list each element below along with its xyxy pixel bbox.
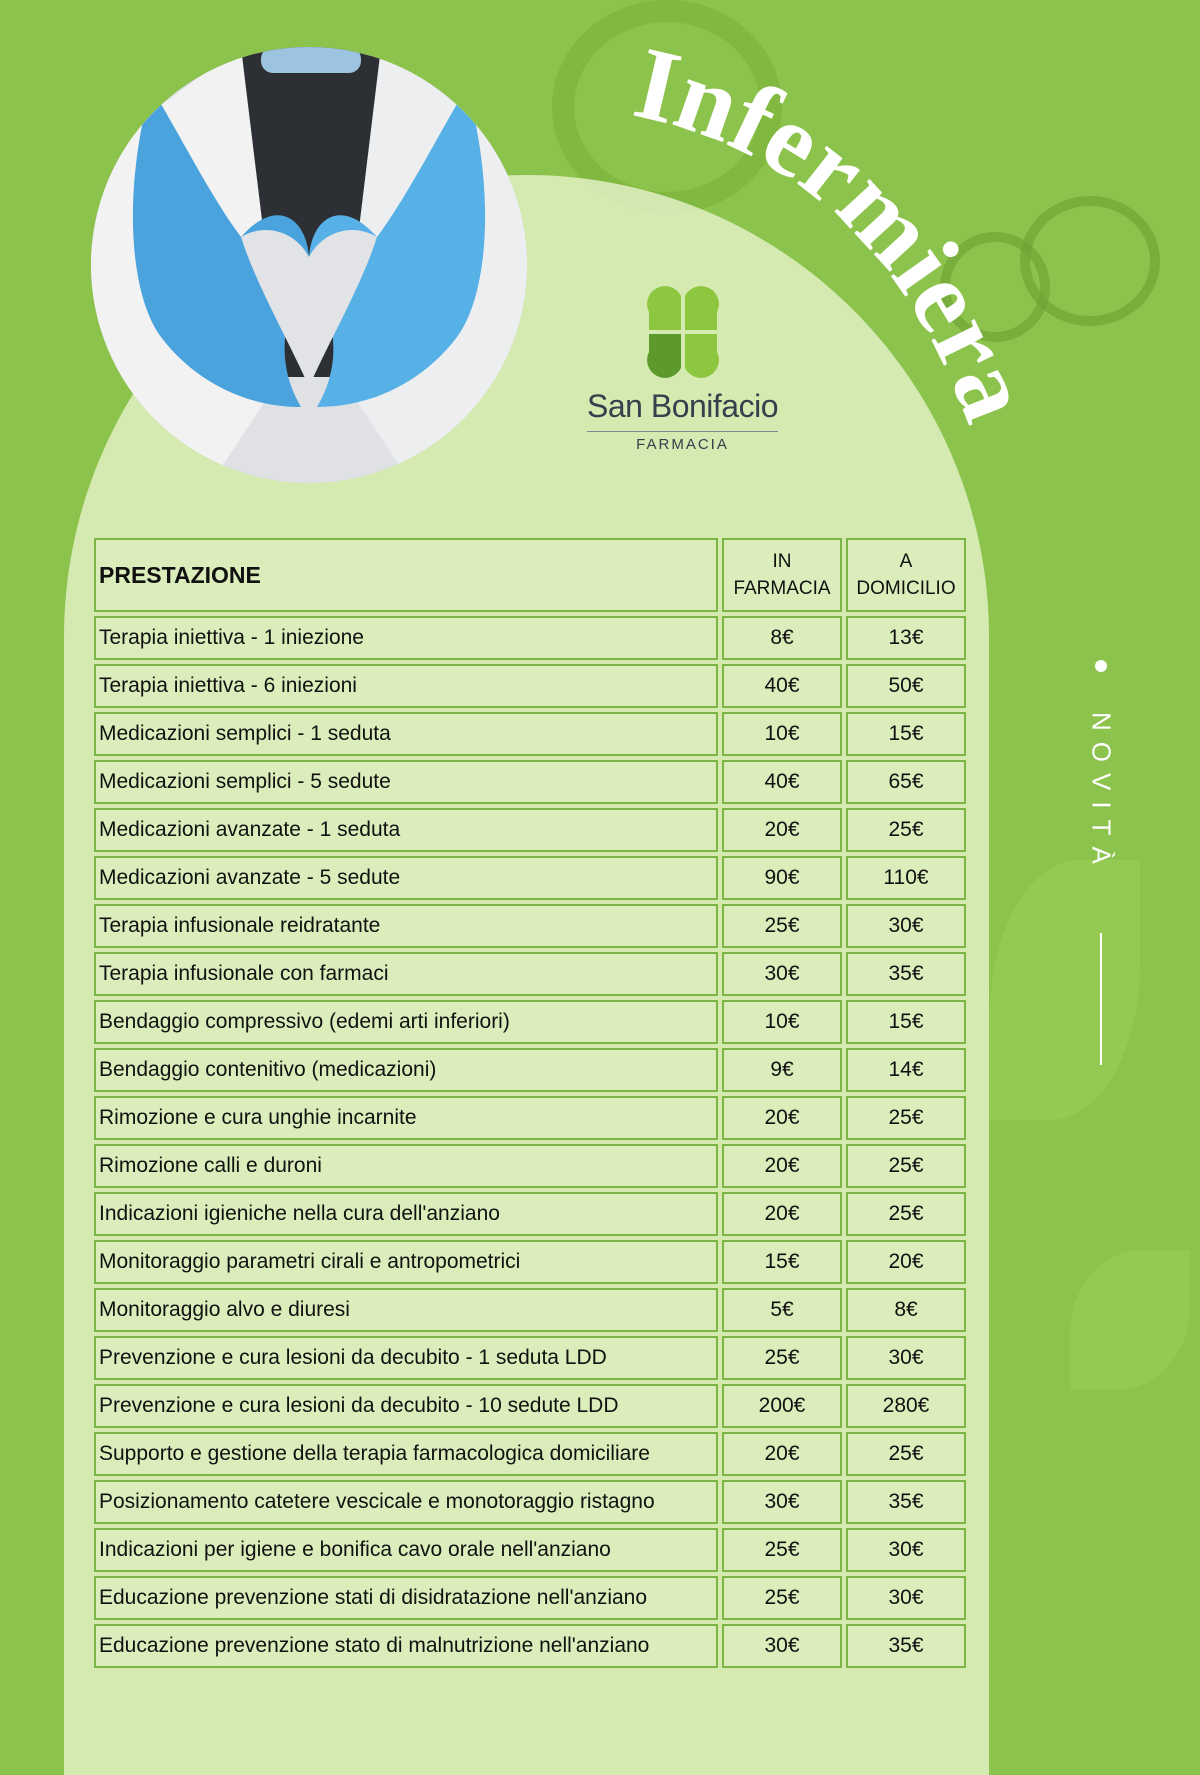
pharmacy-price-cell: 30€ [722, 1480, 842, 1524]
title-text: Infermiera [624, 25, 1056, 436]
table-row [94, 1144, 966, 1188]
header-service: PRESTAZIONE [94, 538, 718, 612]
home-price-cell: 30€ [846, 1336, 966, 1380]
pharmacy-price-cell: 25€ [722, 1576, 842, 1620]
service-cell: Terapia iniettiva - 1 iniezione [94, 616, 718, 660]
service-cell: Monitoraggio parametri cirali e antropometrici [94, 1240, 718, 1284]
home-price-cell: 280€ [846, 1384, 966, 1428]
table-row [94, 1240, 966, 1284]
home-price-cell: 15€ [846, 712, 966, 756]
service-cell: Medicazioni avanzate - 5 sedute [94, 856, 718, 900]
table-row [94, 616, 966, 660]
table-row [94, 1624, 966, 1668]
service-cell: Bendaggio compressivo (edemi arti inferiori) [94, 1000, 718, 1044]
pharmacy-price-cell: 40€ [722, 760, 842, 804]
pharmacy-subtitle: FARMACIA [636, 436, 729, 453]
header-home [846, 538, 966, 612]
home-price-cell: 20€ [846, 1240, 966, 1284]
bullet-dot-icon [1095, 660, 1107, 672]
pharmacy-price-cell: 5€ [722, 1288, 842, 1332]
pharmacy-price-cell: 25€ [722, 904, 842, 948]
home-price-cell: 110€ [846, 856, 966, 900]
home-price-cell: 30€ [846, 1528, 966, 1572]
pharmacy-price-cell: 25€ [722, 1336, 842, 1380]
service-cell: Medicazioni semplici - 5 sedute [94, 760, 718, 804]
table-header-row [94, 538, 966, 612]
pharmacy-name: San Bonifacio [587, 388, 778, 432]
four-leaf-clover-icon [633, 282, 733, 382]
table-row [94, 1192, 966, 1236]
pharmacy-price-cell: 20€ [722, 1144, 842, 1188]
home-price-cell: 8€ [846, 1288, 966, 1332]
side-label-text: NOVITÀ [1086, 712, 1117, 875]
side-divider-line [1100, 933, 1102, 1065]
pharmacy-price-cell: 15€ [722, 1240, 842, 1284]
table-row [94, 1096, 966, 1140]
home-price-cell: 50€ [846, 664, 966, 708]
home-price-cell: 25€ [846, 808, 966, 852]
service-cell: Medicazioni avanzate - 1 seduta [94, 808, 718, 852]
service-cell: Indicazioni igieniche nella cura dell'anziano [94, 1192, 718, 1236]
header-pharmacy-line2: FARMACIA [733, 578, 831, 599]
service-cell: Posizionamento catetere vescicale e monotoraggio ristagno [94, 1480, 718, 1524]
home-price-cell: 25€ [846, 1192, 966, 1236]
side-novita-label [1086, 660, 1116, 1065]
pharmacy-price-cell: 20€ [722, 1192, 842, 1236]
service-cell: Terapia iniettiva - 6 iniezioni [94, 664, 718, 708]
table-row [94, 856, 966, 900]
pharmacy-price-cell: 20€ [722, 1096, 842, 1140]
home-price-cell: 14€ [846, 1048, 966, 1092]
service-cell: Terapia infusionale reidratante [94, 904, 718, 948]
table-row [94, 904, 966, 948]
header-pharmacy-line1: IN [772, 551, 792, 572]
home-price-cell: 65€ [846, 760, 966, 804]
home-price-cell: 13€ [846, 616, 966, 660]
table-row [94, 1384, 966, 1428]
pharmacy-price-cell: 30€ [722, 952, 842, 996]
service-cell: Prevenzione e cura lesioni da decubito - 10 sedute LDD [94, 1384, 718, 1428]
header-home-line1: A [899, 551, 913, 572]
heart-hands-icon [91, 47, 527, 483]
leaf-decoration [1070, 1250, 1190, 1390]
service-cell: Educazione prevenzione stati di disidratazione nell'anziano [94, 1576, 718, 1620]
table-row [94, 1480, 966, 1524]
table-row [94, 1528, 966, 1572]
pharmacy-price-cell: 20€ [722, 808, 842, 852]
pharmacy-price-cell: 40€ [722, 664, 842, 708]
pharmacy-price-cell: 25€ [722, 1528, 842, 1572]
home-price-cell: 25€ [846, 1432, 966, 1476]
table-row [94, 1048, 966, 1092]
service-cell: Supporto e gestione della terapia farmacologica domiciliare [94, 1432, 718, 1476]
service-cell: Bendaggio contenitivo (medicazioni) [94, 1048, 718, 1092]
pharmacy-price-cell: 10€ [722, 1000, 842, 1044]
table-row [94, 808, 966, 852]
table-row [94, 1288, 966, 1332]
pharmacy-logo [570, 282, 795, 453]
service-cell: Terapia infusionale con farmaci [94, 952, 718, 996]
nurse-heart-hands-photo [91, 47, 527, 483]
service-cell: Monitoraggio alvo e diuresi [94, 1288, 718, 1332]
home-price-cell: 35€ [846, 1480, 966, 1524]
pharmacy-price-cell: 9€ [722, 1048, 842, 1092]
service-cell: Prevenzione e cura lesioni da decubito - 1 seduta LDD [94, 1336, 718, 1380]
pharmacy-price-cell: 10€ [722, 712, 842, 756]
table-row [94, 1576, 966, 1620]
home-price-cell: 30€ [846, 1576, 966, 1620]
price-table [90, 534, 970, 1672]
home-price-cell: 25€ [846, 1096, 966, 1140]
header-pharmacy [722, 538, 842, 612]
service-cell: Indicazioni per igiene e bonifica cavo orale nell'anziano [94, 1528, 718, 1572]
table-row [94, 1432, 966, 1476]
home-price-cell: 35€ [846, 1624, 966, 1668]
pharmacy-price-cell: 90€ [722, 856, 842, 900]
table-row [94, 712, 966, 756]
home-price-cell: 15€ [846, 1000, 966, 1044]
home-price-cell: 35€ [846, 952, 966, 996]
table-row [94, 760, 966, 804]
table-row [94, 952, 966, 996]
service-cell: Rimozione calli e duroni [94, 1144, 718, 1188]
header-home-line2: DOMICILIO [856, 578, 956, 599]
service-cell: Rimozione e cura unghie incarnite [94, 1096, 718, 1140]
pharmacy-price-cell: 8€ [722, 616, 842, 660]
leaf-decoration [990, 860, 1140, 1120]
table-row [94, 664, 966, 708]
pharmacy-price-cell: 30€ [722, 1624, 842, 1668]
home-price-cell: 30€ [846, 904, 966, 948]
service-cell: Medicazioni semplici - 1 seduta [94, 712, 718, 756]
home-price-cell: 25€ [846, 1144, 966, 1188]
service-cell: Educazione prevenzione stato di malnutrizione nell'anziano [94, 1624, 718, 1668]
pharmacy-price-cell: 20€ [722, 1432, 842, 1476]
table-row [94, 1336, 966, 1380]
pharmacy-price-cell: 200€ [722, 1384, 842, 1428]
table-row [94, 1000, 966, 1044]
